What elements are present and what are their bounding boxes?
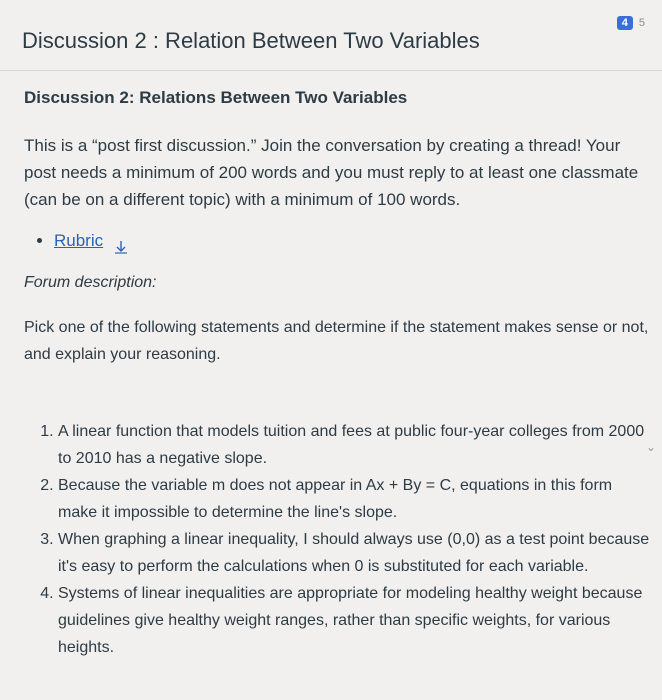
rubric-link[interactable]: Rubric bbox=[54, 231, 104, 250]
download-arrow-icon[interactable] bbox=[114, 235, 128, 249]
content-heading: Discussion 2: Relations Between Two Variables bbox=[24, 88, 408, 107]
statement-item: 2. Because the variable m does not appear in Ax + By = C, equations in this form make it impossible to determine the line's slope. bbox=[58, 472, 650, 526]
page-badge-next[interactable]: 5 bbox=[638, 17, 645, 29]
statements-list bbox=[24, 418, 650, 661]
intro-text: This is a “post first discussion.” Join the conversation by creating a thread! Your post needs a minimum of 200 words and you must reply to at least one classmate (can be on a different topic) with a minimum of 100 words. bbox=[24, 136, 639, 209]
statement-item: 4. Systems of linear inequalities are appropriate for modeling healthy weight because guidelines give healthy weight ranges, rather than specific weights, for various heights. bbox=[58, 580, 650, 661]
rubric-list-item bbox=[54, 227, 650, 254]
discussion-content bbox=[24, 88, 650, 661]
statement-item: 1. A linear function that models tuition and fees at public four-year colleges from 2000 to 2010 has a negative slope. bbox=[58, 418, 650, 472]
page-badges bbox=[617, 16, 648, 30]
discussion-title: Discussion 2 : Relation Between Two Variables bbox=[22, 28, 480, 53]
statement-item: 3. When graphing a linear inequality, I should always use (0,0) as a test point because it's easy to perform the calculations when 0 is substituted for each variable. bbox=[58, 526, 650, 580]
rubric-list bbox=[24, 227, 650, 254]
page-badge-current[interactable]: 4 bbox=[617, 16, 633, 30]
title-divider bbox=[0, 70, 662, 71]
forum-description-label: Forum description: bbox=[24, 274, 157, 291]
prompt-text: Pick one of the following statements and determine if the statement makes sense or not, and explain your reasoning. bbox=[24, 319, 649, 363]
chevron-icon[interactable]: ⌄ bbox=[645, 440, 656, 454]
